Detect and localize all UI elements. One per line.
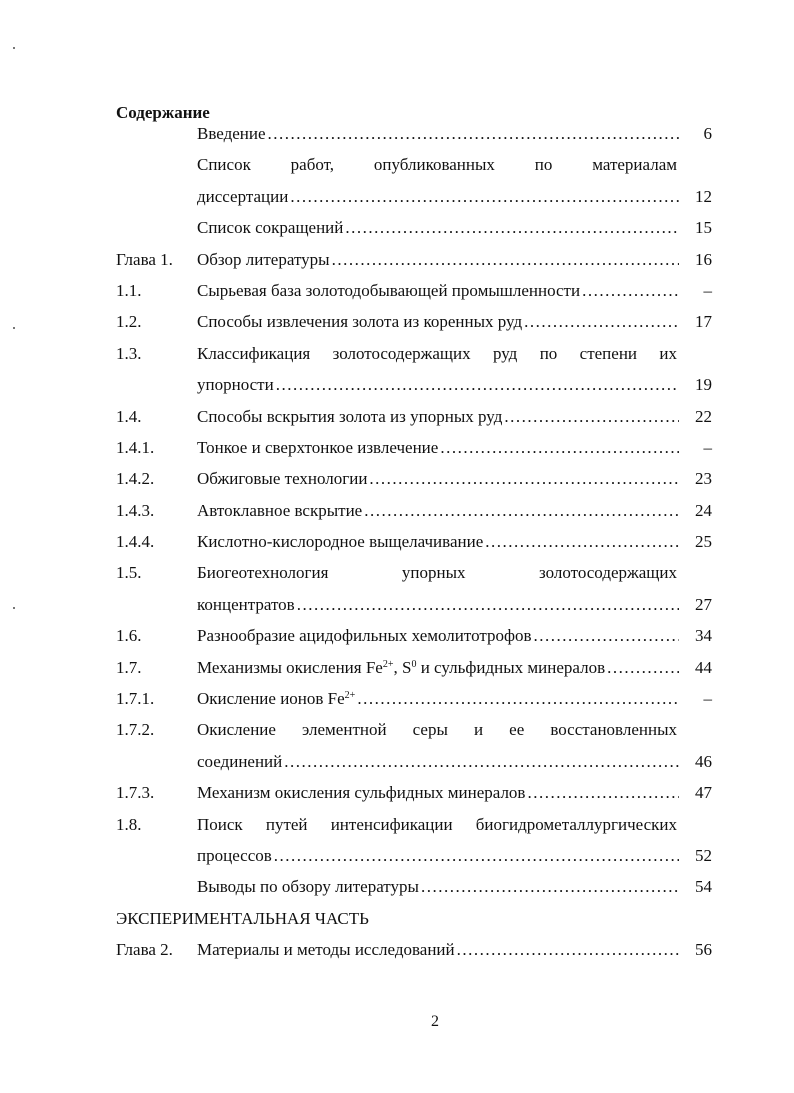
toc-row [116, 746, 716, 777]
toc-entry [197, 626, 679, 646]
toc-entry-text: Разнообразие ацидофильных хемолитотрофов [197, 626, 532, 646]
toc-entry-text: Список сокращений [197, 218, 344, 238]
toc-number: 1.4.3. [116, 500, 155, 520]
toc-page-number: 27 [695, 594, 712, 614]
toc-entry [197, 250, 679, 270]
toc-number: 1.7.1. [116, 689, 155, 709]
toc-row [116, 244, 716, 275]
toc-page-number: 19 [695, 375, 712, 395]
toc-number: 1.7. [116, 657, 142, 677]
toc-number: Глава 2. [116, 940, 173, 960]
toc-entry [197, 312, 679, 332]
toc-entry-text: Биогеотехнология упорных золотосодержащих [197, 563, 677, 583]
toc-entry [197, 501, 679, 521]
toc-row [116, 463, 716, 494]
toc-entry-text: Выводы по обзору литературы [197, 877, 419, 897]
toc-row [116, 777, 716, 808]
toc-entry [197, 940, 679, 960]
toc-page-number: 12 [695, 186, 712, 206]
toc-row [116, 526, 716, 557]
toc-entry-text: диссертации [197, 186, 289, 206]
toc-entry [197, 752, 679, 772]
toc-row [116, 589, 716, 620]
toc-entry-text: Сырьевая база золотодобывающей промышленности [197, 280, 581, 300]
toc-page-number: 6 [703, 124, 712, 143]
toc-entry-text: Классификация золотосодержащих руд по степени их [197, 343, 677, 363]
toc-entry-text: Окисление элементной серы и ее восстановленных [197, 720, 677, 740]
toc-entry [197, 375, 679, 395]
toc-number: 1.5. [116, 563, 142, 583]
toc-entry-text: соединений [197, 751, 283, 771]
toc-row [116, 275, 716, 306]
toc-entry-text: Механизм окисления сульфидных минералов [197, 783, 526, 803]
toc-entry [197, 877, 679, 897]
page-number: 2 [431, 1013, 439, 1030]
toc-number: 1.7.2. [116, 720, 155, 740]
toc-entry-text: процессов [197, 845, 272, 865]
toc-entry [197, 689, 679, 709]
scan-mark [13, 607, 15, 609]
toc-number: Глава 1. [116, 249, 173, 269]
toc-page-number: 34 [695, 626, 712, 646]
toc-page-number: 25 [695, 532, 712, 552]
toc-row [116, 714, 716, 745]
toc-entry [197, 720, 679, 740]
toc-page-number: 15 [695, 218, 712, 238]
toc-row [116, 401, 716, 432]
toc-entry [197, 218, 679, 238]
toc-number: 1.4.4. [116, 532, 155, 552]
scan-mark [13, 47, 15, 49]
toc-entry [197, 469, 679, 489]
toc-row [116, 903, 716, 934]
toc-number: 1.4.2. [116, 469, 155, 489]
toc-row [116, 181, 716, 212]
toc-number: 1.4. [116, 406, 142, 426]
toc-entry [197, 595, 679, 615]
toc-entry-text: Способы извлечения золота из коренных руд [197, 312, 523, 332]
toc-row [116, 369, 716, 400]
toc-number: 1.3. [116, 343, 142, 363]
toc-entry-text: Кислотно-кислородное выщелачивание [197, 532, 484, 552]
toc-row [116, 683, 716, 714]
toc-entry [197, 124, 679, 144]
toc-page-number: 16 [695, 249, 712, 269]
toc-row [116, 620, 716, 651]
toc-entry-text: Тонкое и сверхтонкое извлечение [197, 437, 439, 457]
toc-row [116, 652, 716, 683]
toc-entry-text: Автоклавное вскрытие [197, 500, 363, 520]
toc-entry-text: Обжиговые технологии [197, 469, 368, 489]
toc-row [116, 149, 716, 180]
toc-entry-text: Список работ, опубликованных по материалам [197, 155, 677, 175]
toc-entry [197, 407, 679, 427]
toc-page-number: 17 [695, 312, 712, 332]
toc-row [116, 306, 716, 337]
toc-entry-text: Введение [197, 124, 266, 143]
toc-entry-text: Механизмы окисления $Fe^{2+}$, $S^0$ и сульфидных минералов [197, 657, 606, 677]
toc-entry [197, 532, 679, 552]
toc-section-heading: ЭКСПЕРИМЕНТАЛЬНАЯ ЧАСТЬ [116, 908, 369, 928]
toc-entry-text: Окисление ионов $Fe^{2+}$ [197, 689, 356, 709]
toc-number: 1.1. [116, 280, 142, 300]
toc-number: 1.7.3. [116, 783, 155, 803]
toc-row [116, 809, 716, 840]
toc-entry [197, 344, 679, 364]
toc-entry-text: Поиск путей интенсификации биогидрометаллургических [197, 814, 677, 834]
toc-page-number: 56 [695, 940, 712, 960]
toc-page-number: 44 [695, 657, 712, 677]
toc-entry [197, 846, 679, 866]
toc-entry [197, 281, 679, 301]
toc-row [116, 871, 716, 902]
toc-row [116, 495, 716, 526]
toc-page-number: 54 [695, 877, 712, 897]
toc-entry [197, 563, 679, 583]
toc-page-number: 23 [695, 469, 712, 489]
toc-entry [197, 658, 679, 678]
toc-page-number: – [703, 437, 712, 457]
toc-entry [197, 783, 679, 803]
toc-number: 1.2. [116, 312, 142, 332]
toc-page-number: – [703, 280, 712, 300]
toc-row [116, 212, 716, 243]
toc-page-number: 52 [695, 845, 712, 865]
toc-number: 1.6. [116, 626, 142, 646]
toc-entry-text: упорности [197, 375, 274, 395]
toc-page-number: 46 [695, 751, 712, 771]
toc-row [116, 557, 716, 588]
scan-mark [13, 327, 15, 329]
toc-entry-text: Обзор литературы [197, 249, 330, 269]
toc-entry [197, 155, 679, 175]
toc-page-number: 47 [695, 783, 712, 803]
toc-row [116, 338, 716, 369]
toc-row [116, 934, 716, 965]
toc-row [116, 840, 716, 871]
table-of-contents [116, 118, 716, 966]
toc-entry [197, 815, 679, 835]
toc-row [116, 118, 716, 149]
toc-page-number: 24 [695, 500, 712, 520]
toc-entry [197, 438, 679, 458]
toc-number: 1.4.1. [116, 437, 155, 457]
toc-page-number: – [703, 689, 712, 709]
toc-entry-text: Способы вскрытия золота из упорных руд [197, 406, 503, 426]
toc-entry-text: Материалы и методы исследований [197, 940, 455, 960]
toc-entry [197, 187, 679, 207]
page-title: Содержание [116, 103, 210, 122]
toc-page-number: 22 [695, 406, 712, 426]
toc-entry-text: концентратов [197, 594, 295, 614]
toc-row [116, 432, 716, 463]
toc-number: 1.8. [116, 814, 142, 834]
